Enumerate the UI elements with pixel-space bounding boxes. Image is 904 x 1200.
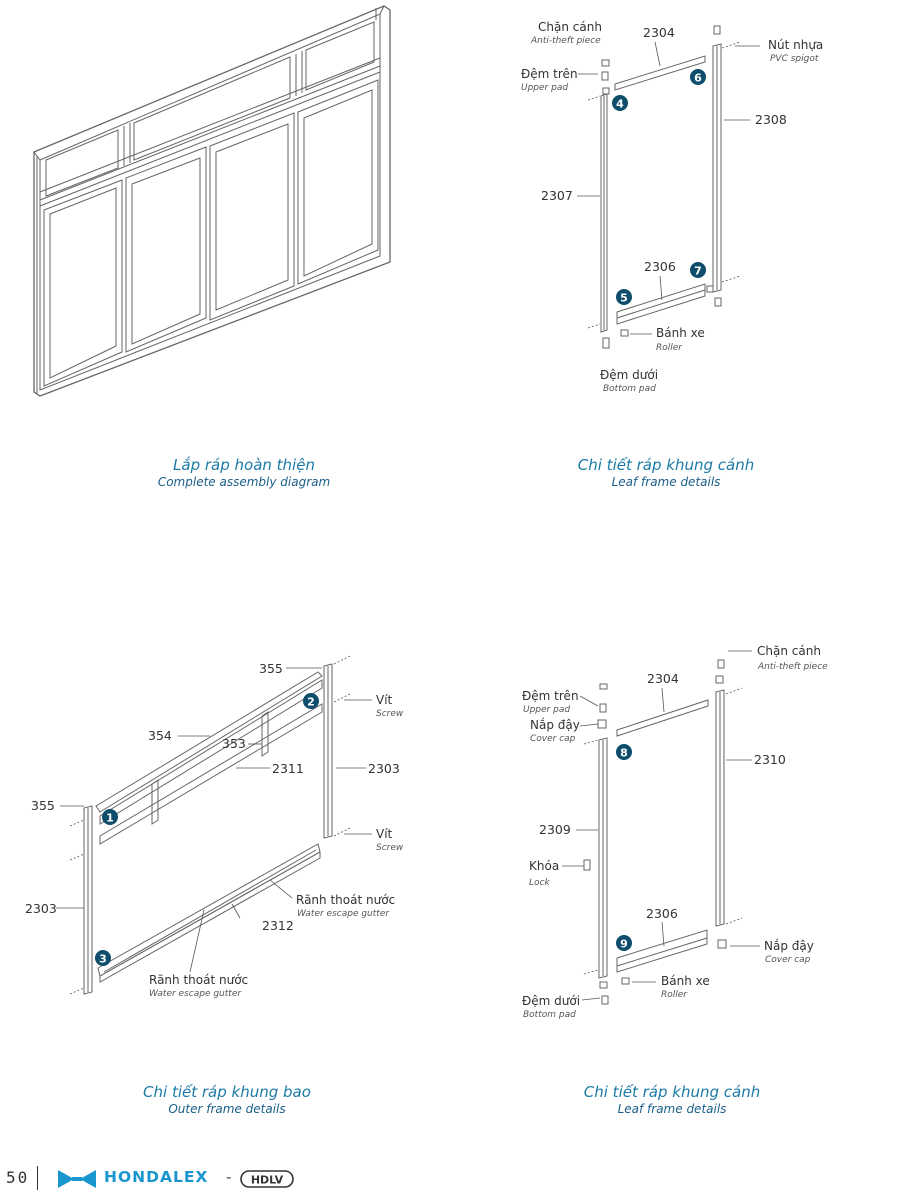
outer-part-353: 353 <box>222 736 246 751</box>
brand-name: HONDALEX <box>104 1168 209 1186</box>
leaf2-part-2309: 2309 <box>539 822 571 837</box>
caption-vi: Chi tiết ráp khung cánh <box>583 1083 761 1101</box>
marker-8 <box>616 744 632 760</box>
marker-9 <box>616 935 632 951</box>
outer-gutter-left-label: Rãnh thoát nước <box>149 973 249 987</box>
leaf1-banh-xe-label: Bánh xe <box>656 326 705 340</box>
leaf2-dem-tren-label: Đệm trên <box>522 689 579 703</box>
caption-complete-assembly <box>74 456 414 489</box>
leaf2-dem-duoi-label: Đệm dưới <box>522 994 581 1008</box>
caption-en: Leaf frame details <box>611 475 721 489</box>
page-footer <box>0 1162 400 1196</box>
footer-divider <box>37 1166 38 1190</box>
outer-gutter-right-en: Water escape gutter <box>297 909 390 919</box>
svg-text:HDLV: HDLV <box>250 1173 284 1187</box>
page-number: 50 <box>6 1168 30 1187</box>
marker-5 <box>616 289 632 305</box>
svg-text:8: 8 <box>620 746 628 760</box>
leaf-frame-drawing-2 <box>584 660 726 1004</box>
marker-4 <box>612 95 628 111</box>
leaf2-dem-tren-en: Upper pad <box>523 705 571 715</box>
leaf2-part-2310: 2310 <box>754 752 786 767</box>
outer-frame-drawing <box>84 664 332 994</box>
outer-vit-bottom-label: Vít <box>376 827 393 841</box>
caption-leaf-frame-1 <box>496 456 836 489</box>
hdlv-logo <box>240 1169 294 1189</box>
leaf1-chan-canh-en: Anti-theft piece <box>531 36 601 46</box>
outer-part-2312: 2312 <box>262 918 294 933</box>
marker-6 <box>690 69 706 85</box>
leaf2-banh-xe-en: Roller <box>661 990 687 1000</box>
leaf1-dem-tren-label: Đệm trên <box>521 67 578 81</box>
outer-part-355-top: 355 <box>259 661 283 676</box>
marker-7 <box>690 262 706 278</box>
outer-part-355-left: 355 <box>31 798 55 813</box>
caption-en: Outer frame details <box>168 1102 286 1116</box>
leaf2-khoa-en: Lock <box>529 878 550 888</box>
outer-part-2303-right: 2303 <box>368 761 400 776</box>
leaf2-khoa-label: Khóa <box>529 859 560 873</box>
outer-gutter-right-label: Rãnh thoát nước <box>296 893 396 907</box>
svg-text:2: 2 <box>307 695 315 709</box>
svg-text:4: 4 <box>616 97 624 111</box>
leaf1-chan-canh-label: Chặn cánh <box>538 20 602 34</box>
leaf2-part-2304: 2304 <box>647 671 679 686</box>
caption-leaf-frame-2 <box>502 1083 842 1116</box>
leaf1-dem-duoi-label: Đệm dưới <box>600 368 659 382</box>
caption-en: Leaf frame details <box>617 1102 727 1116</box>
svg-text:1: 1 <box>106 811 114 825</box>
svg-text:9: 9 <box>620 937 628 951</box>
marker-2 <box>303 693 319 709</box>
caption-vi: Lắp ráp hoàn thiện <box>173 456 315 474</box>
brand-separator: - <box>226 1168 232 1186</box>
leaf2-nap-day-left-en: Cover cap <box>530 734 576 744</box>
outer-part-2311: 2311 <box>272 761 304 776</box>
leaf2-chan-canh-label: Chặn cánh <box>757 644 821 658</box>
svg-text:7: 7 <box>694 264 702 278</box>
leaf1-nut-nhua-en: PVC spigot <box>770 54 819 64</box>
caption-en: Complete assembly diagram <box>157 475 331 489</box>
hondalex-logo-icon <box>56 1168 98 1190</box>
caption-vi: Chi tiết ráp khung bao <box>143 1083 311 1101</box>
leaf2-nap-day-right-en: Cover cap <box>765 955 811 965</box>
leaf2-nap-day-left-label: Nắp đậy <box>530 718 580 732</box>
leaf2-dem-duoi-en: Bottom pad <box>523 1010 576 1020</box>
leaf2-nap-day-right-label: Nắp đậy <box>764 939 814 953</box>
leaf1-dem-duoi-en: Bottom pad <box>603 384 656 394</box>
leaf2-leader-lines <box>562 651 760 1000</box>
svg-text:3: 3 <box>99 952 107 966</box>
leaf1-part-2308: 2308 <box>755 112 787 127</box>
leaf1-part-2304: 2304 <box>643 25 675 40</box>
marker-1 <box>102 809 118 825</box>
caption-vi: Chi tiết ráp khung cánh <box>577 456 755 474</box>
outer-gutter-left-en: Water escape gutter <box>149 989 242 999</box>
leaf1-part-2306: 2306 <box>644 259 676 274</box>
complete-assembly-drawing <box>34 6 390 396</box>
svg-text:5: 5 <box>620 291 628 305</box>
marker-3 <box>95 950 111 966</box>
caption-outer-frame <box>57 1083 397 1116</box>
leaf1-part-2307: 2307 <box>541 188 573 203</box>
svg-text:6: 6 <box>694 71 702 85</box>
leaf2-chan-canh-en: Anti-theft piece <box>758 662 828 672</box>
outer-vit-top-en: Screw <box>376 709 404 719</box>
outer-part-354: 354 <box>148 728 172 743</box>
leaf1-nut-nhua-label: Nút nhựa <box>768 38 824 52</box>
outer-part-2303-left: 2303 <box>25 901 57 916</box>
leaf1-banh-xe-en: Roller <box>656 343 682 353</box>
outer-vit-bottom-en: Screw <box>376 843 404 853</box>
leaf1-dem-tren-en: Upper pad <box>521 83 569 93</box>
outer-vit-top-label: Vít <box>376 693 393 707</box>
leaf2-banh-xe-label: Bánh xe <box>661 974 710 988</box>
leaf2-part-2306: 2306 <box>646 906 678 921</box>
